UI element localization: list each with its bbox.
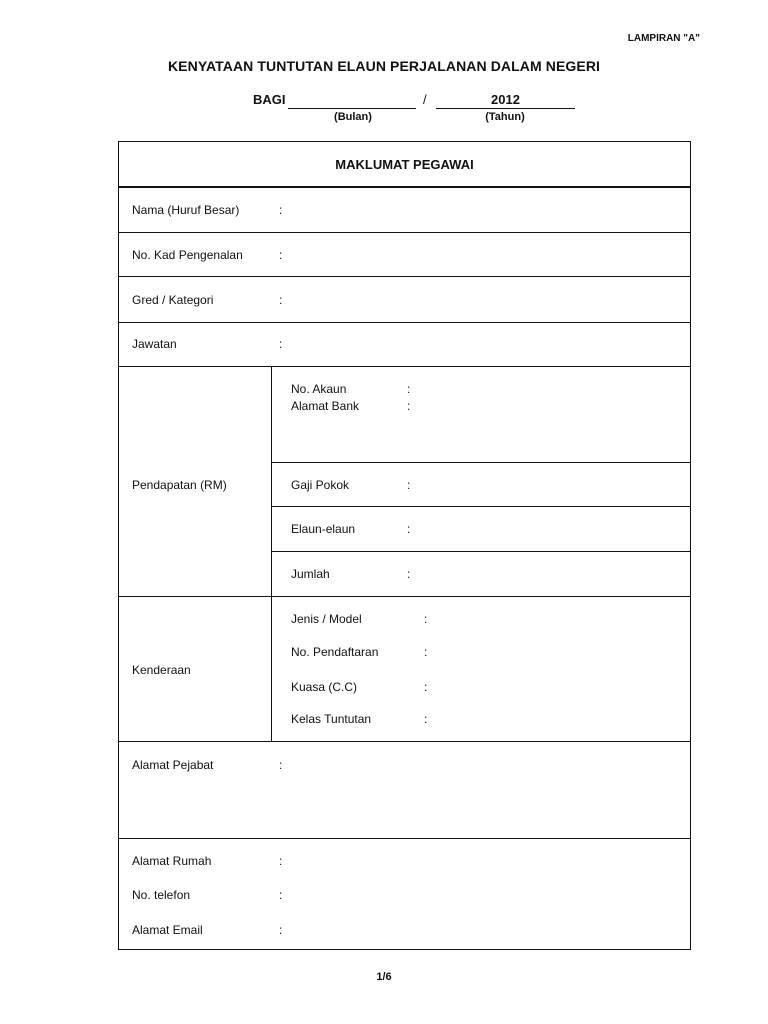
vehicle-label: Kenderaan (132, 663, 191, 677)
bank-address-label: Alamat Bank (291, 399, 360, 413)
name-label: Nama (Huruf Besar) (132, 203, 240, 217)
document-title: KENYATAAN TUNTUTAN ELAUN PERJALANAN DALAM NEGERI (167, 58, 601, 74)
column-divider (271, 366, 272, 741)
divider (271, 551, 690, 552)
income-label: Pendapatan (RM) (132, 478, 227, 492)
divider (119, 838, 690, 839)
ic-number-colon: : (279, 248, 283, 262)
period-separator: / (423, 92, 427, 107)
bank-address-colon: : (407, 399, 411, 413)
account-number-colon: : (407, 382, 411, 396)
basic-salary-colon: : (407, 478, 411, 492)
total-colon: : (407, 567, 411, 581)
vehicle-model-label: Jenis / Model (291, 612, 362, 626)
office-address-label: Alamat Pejabat (132, 758, 214, 772)
year-input-line[interactable] (436, 108, 575, 109)
engine-capacity-colon: : (424, 680, 428, 694)
ic-number-label: No. Kad Pengenalan (132, 248, 243, 262)
divider (271, 462, 690, 463)
total-label: Jumlah (291, 567, 330, 581)
divider (119, 366, 690, 367)
office-address-colon: : (279, 758, 283, 772)
divider (119, 232, 690, 233)
month-input-line[interactable] (288, 108, 416, 109)
year-caption: (Tahun) (485, 111, 525, 123)
divider (119, 276, 690, 277)
allowances-label: Elaun-elaun (291, 522, 356, 536)
year-value: 2012 (491, 92, 520, 107)
annex-label: LAMPIRAN "A" (627, 33, 700, 44)
divider (119, 596, 690, 597)
allowances-colon: : (407, 522, 411, 536)
claim-class-label: Kelas Tuntutan (291, 712, 372, 726)
phone-colon: : (279, 888, 283, 902)
home-address-colon: : (279, 854, 283, 868)
divider (119, 322, 690, 323)
phone-label: No. telefon (132, 888, 191, 902)
position-colon: : (279, 337, 283, 351)
home-address-label: Alamat Rumah (132, 854, 212, 868)
grade-colon: : (279, 293, 283, 307)
name-colon: : (279, 203, 283, 217)
engine-capacity-label: Kuasa (C.C) (291, 680, 358, 694)
period-label: BAGI (253, 92, 286, 107)
divider (119, 741, 690, 742)
vehicle-model-colon: : (424, 612, 428, 626)
account-number-label: No. Akaun (291, 382, 347, 396)
email-colon: : (279, 923, 283, 937)
registration-number-label: No. Pendaftaran (291, 645, 379, 659)
grade-label: Gred / Kategori (132, 293, 214, 307)
basic-salary-label: Gaji Pokok (291, 478, 350, 492)
month-caption: (Bulan) (334, 111, 372, 123)
page-number: 1/6 (376, 971, 392, 983)
section-header: MAKLUMAT PEGAWAI (335, 157, 474, 172)
registration-number-colon: : (424, 645, 428, 659)
email-label: Alamat Email (132, 923, 203, 937)
claim-class-colon: : (424, 712, 428, 726)
officer-info-form (118, 141, 691, 950)
position-label: Jawatan (132, 337, 177, 351)
divider (119, 186, 690, 188)
divider (271, 506, 690, 507)
